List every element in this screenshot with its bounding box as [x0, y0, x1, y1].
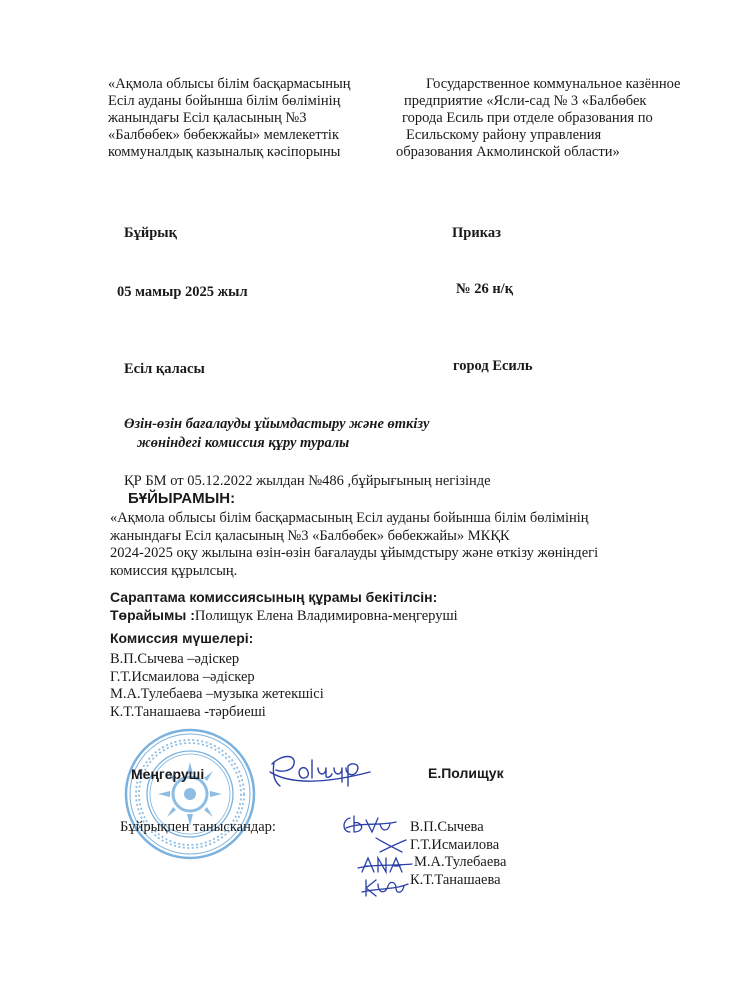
chair-name: Полищук Елена Владимировна-меңгеруші [194, 608, 458, 624]
order-date: 05 мамыр 2025 жыл [117, 284, 248, 300]
official-stamp [122, 726, 258, 862]
doc-type-russian: Приказ [452, 225, 501, 241]
acknowledged-name: К.Т.Танашаева [410, 871, 501, 888]
header-right-line: образования Акмолинской области» [396, 144, 620, 160]
acknowledged-name: В.П.Сычева [410, 819, 484, 835]
director-title: Меңгеруші [131, 766, 205, 782]
header-left-line: «Ақмола облысы білім басқармасының [108, 76, 351, 92]
order-text-line: комиссия құрылсың. [110, 562, 238, 579]
subject-line: Өзін-өзін бағалауды ұйымдастыру және өткізу [124, 416, 430, 432]
acknowledged-names [410, 819, 506, 889]
acknowledged-name: М.А.Тулебаева [414, 854, 507, 870]
order-word: БҰЙЫРАМЫН: [128, 490, 236, 507]
staff-signature-4 [360, 874, 410, 900]
place-kazakh: Есіл қаласы [124, 361, 205, 377]
director-name: Е.Полищук [428, 765, 504, 781]
order-text-line: 2024-2025 оқу жылына өзін-өзін бағалауды ұйымдстыру және өткізу жөніндегі [110, 545, 599, 561]
subject-line: жөніндегі комиссия құру туралы [137, 435, 350, 451]
order-text [110, 510, 598, 580]
member-item: М.А.Тулебаева –музыка жетекшісі [110, 686, 324, 702]
header-right-line: предприятие «Ясли-сад № 3 «Балбөбек [404, 93, 647, 109]
header-left-line: жанындағы Есіл қаласының №3 [108, 110, 307, 126]
doc-type-kazakh: Бұйрық [124, 225, 177, 241]
order-text-line: жанындағы Есіл қаласының №3 «Балбөбек» бөбекжайы» МКҚК [110, 527, 510, 544]
header-left-line: «Балбөбек» бөбекжайы» мемлекеттік [108, 127, 339, 143]
member-item: Г.Т.Исмаилова –әдіскер [110, 668, 255, 685]
place-russian: город Есиль [453, 358, 533, 374]
subject-title [124, 415, 429, 453]
order-text-line: «Ақмола облысы білім басқармасының Есіл ауданы бойынша білім бөлімінің [110, 510, 589, 526]
header-left-line: коммуналдық казыналық кәсіпорыны [108, 144, 341, 160]
header-right-line: Государственное коммунальное казённое [426, 76, 681, 92]
members-label: Комиссия мүшелері: [110, 630, 254, 646]
header-left-block [108, 76, 351, 161]
member-item: К.Т.Танашаева -тәрбиеші [110, 703, 266, 720]
committee-heading: Сараптама комиссиясының құрамы бекітілсін: [110, 589, 438, 605]
header-right-block [396, 76, 680, 161]
members-list [110, 651, 324, 721]
acknowledged-label: Бұйрықпен таныскандар: [120, 819, 276, 835]
order-basis: ҚР БМ от 05.12.2022 жылдан №486 ,бұйрығының негізінде [124, 473, 491, 489]
header-left-line: Есіл ауданы бойынша білім бөлімінің [108, 93, 341, 109]
order-number: № 26 н/қ [456, 281, 514, 297]
chair-label: Төрайымы : [110, 607, 195, 623]
member-item: В.П.Сычева –әдіскер [110, 651, 240, 667]
header-right-line: города Есиль при отделе образования по [402, 110, 653, 126]
committee-chair [110, 607, 458, 625]
director-signature [266, 742, 376, 792]
header-right-line: Есильскому району управления [406, 127, 602, 143]
acknowledged-name: Г.Т.Исмаилова [410, 836, 500, 853]
